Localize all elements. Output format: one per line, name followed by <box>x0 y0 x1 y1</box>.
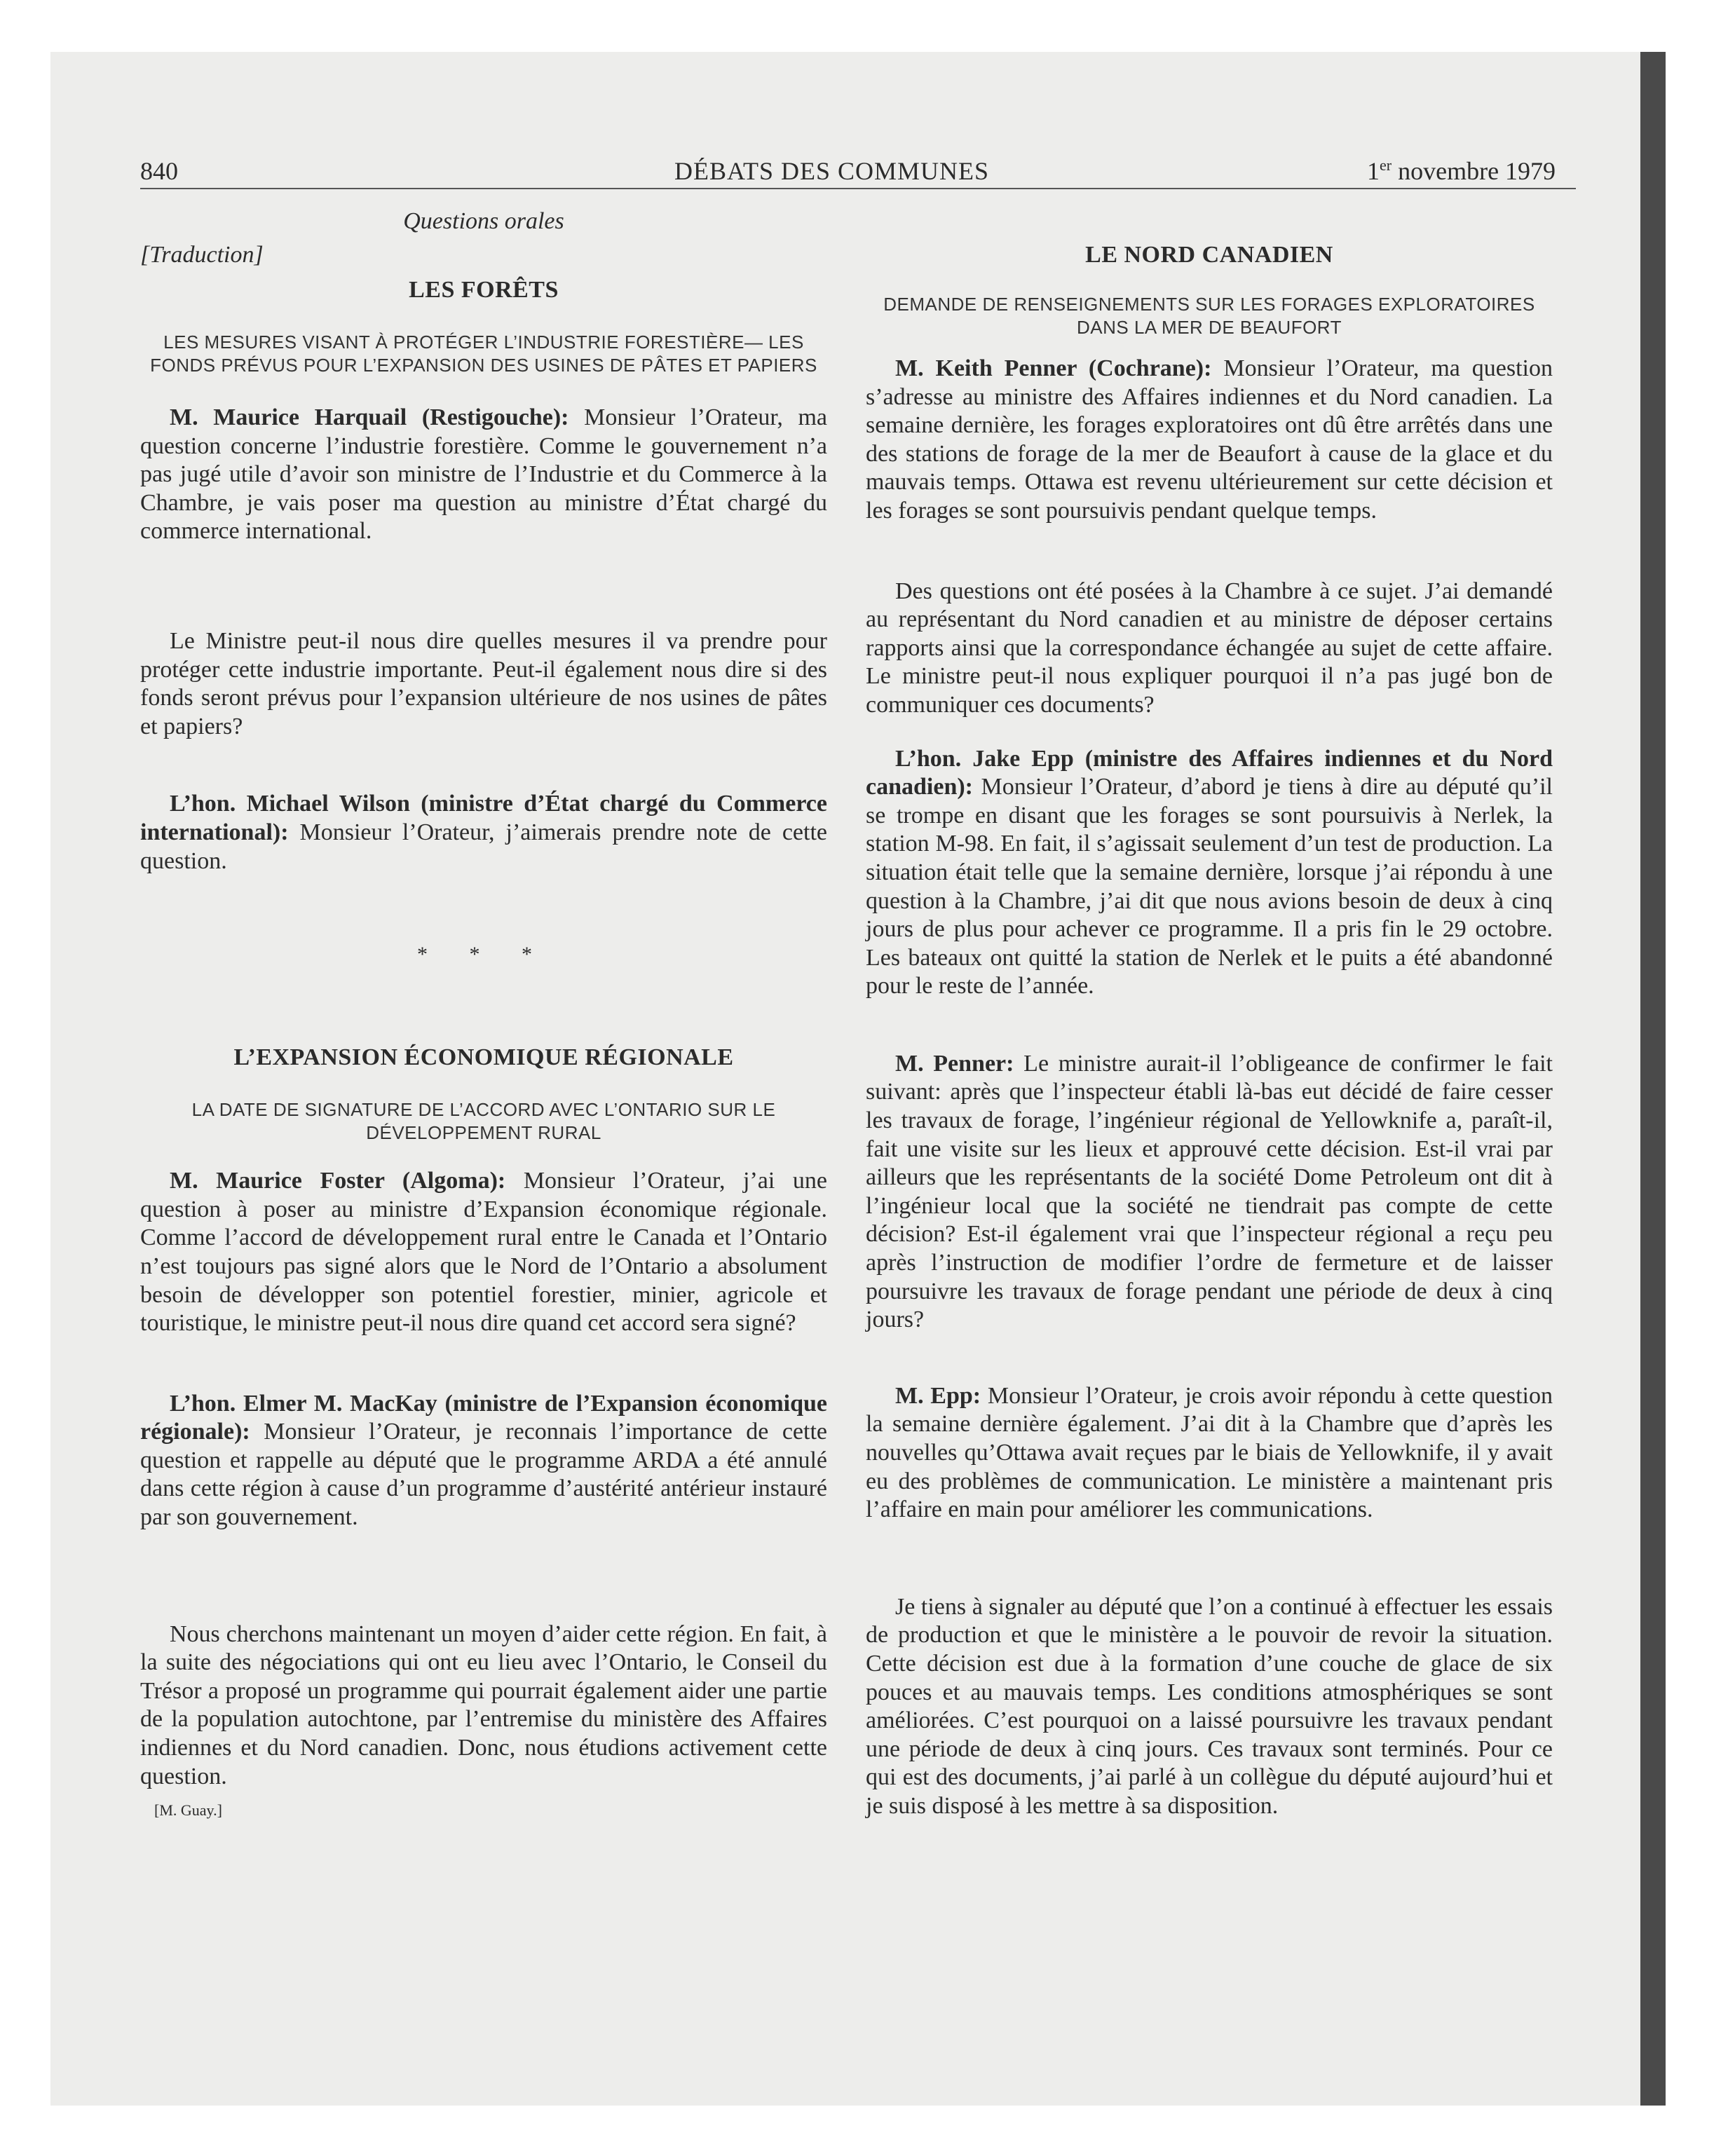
paragraph-harquail <box>140 404 827 546</box>
header-rule <box>140 188 1576 189</box>
section-separator: * * * <box>417 943 550 967</box>
page-header-title: DÉBATS DES COMMUNES <box>674 157 990 185</box>
speaker-name: M. Maurice Harquail (Restigouche): <box>170 404 569 430</box>
paragraph-foster <box>140 1167 827 1338</box>
paragraph-minister-question: Le Ministre peut-il nous dire quelles mesures il va prendre pour protéger cette industrie importante. Peut-il également nous dire si des fonds seront prévus pour l’expansion ultérieure de nos usines de pâtes et papiers? <box>140 627 827 739</box>
paragraph-penner-1 <box>866 355 1553 526</box>
date-ordinal: er <box>1380 156 1392 174</box>
left-column <box>140 203 827 1820</box>
section-subheading-nord: DEMANDE DE RENSEIGNEMENTS SUR LES FORAGES EXPLORATOIRES DANS LA MER DE BEAUFORT <box>883 294 1535 338</box>
section-subheading-forets: LES MESURES VISANT À PROTÉGER L’INDUSTRIE FORESTIÈRE— LES FONDS PRÉVUS POUR L’EXPANSION DES USINES DE PÂTES ET PAPIERS <box>150 332 817 376</box>
speech-text: Monsieur l’Orateur, j’aimerais prendre note de cette question. <box>140 819 827 874</box>
speaker-name: L’hon. Jake Epp (ministre des Affaires indiennes et du Nord canadien): <box>866 745 1553 800</box>
right-column <box>866 203 1553 1821</box>
date-month-year: novembre 1979 <box>1392 157 1556 185</box>
speaker-name: M. Maurice Foster (Algoma): <box>170 1168 506 1194</box>
speaker-name: L’hon. Michael Wilson (ministre d’État chargé du Commerce international): <box>140 791 827 845</box>
section-subheading-expansion: LA DATE DE SIGNATURE DE L’ACCORD AVEC L’ONTARIO SUR LE DÉVELOPPEMENT RURAL <box>191 1099 776 1144</box>
speech-text: Monsieur l’Orateur, d’abord je tiens à dire au député qu’il se trompe en disant que les forages se sont poursuivis à Nerlek, la station M-98. En fait, il s’agissait seulement d’un test de production. La situation était telle que la semaine dernière, lorsque j’ai répondu à une question à la Chambre, j’ai dit que nous avions besoin de deux à cinq jours de plus pour achever ce programme. Il a pris fin le 29 octobre. Les bateaux ont quitté la station de Nerlek et le puits a été abandonné pour le reste de l’année. <box>866 774 1553 999</box>
speech-text: Monsieur l’Orateur, je reconnais l’importance de cette question et rappelle au député que le programme ARDA a été annulé dans cette région à cause d’un programme d’austérité antérieur instauré par son gouvernement. <box>140 1419 827 1531</box>
paragraph-epp-2 <box>866 1382 1553 1524</box>
speech-text: Le ministre aurait-il l’obligeance de confirmer le fait suivant: après que l’inspecteur établi là-bas eut décidé de faire cesser les travaux de forage, l’ingénieur régional de Yellowknife a, paraît-il, fait une visite sur les lieux et approuvé cette décision. Est-il vrai par ailleurs que les représentants de la société Dome Petroleum ont dit à l’ingénieur local que la société ne tiendrait pas compte de cette décision? Est-il également vrai que l’inspecteur régional a reçu peu après l’instruction de modifier l’ordre de fermeture et de laisser poursuivre les travaux de forage pendant une période de deux à cinq jours? <box>866 1050 1553 1333</box>
speaker-name: M. Keith Penner (Cochrane): <box>895 355 1212 381</box>
speech-text: Monsieur l’Orateur, je crois avoir répondu à cette question la semaine dernière également. J’ai dit à la Chambre que d’après les nouvelles qu’Ottawa avait reçues par le biais de Yellowknife, il y avait eu des problèmes de communication. Le ministère a maintenant pris l’affaire en main pour améliorer les communications. <box>866 1382 1553 1523</box>
header-date <box>1367 154 1556 188</box>
speaker-name: L’hon. Elmer M. MacKay (ministre de l’Expansion économique régionale): <box>140 1390 827 1445</box>
section-title-nord: LE NORD CANADIEN <box>1085 242 1333 268</box>
running-head: Questions orales <box>403 208 564 234</box>
date-day: 1 <box>1367 157 1380 185</box>
page-number: 840 <box>140 157 178 185</box>
speaker-name: M. Epp: <box>895 1382 981 1409</box>
paragraph-epp-3: Je tiens à signaler au député que l’on a continué à effectuer les essais de production et que le ministère a le pouvoir de revoir la situation. Cette décision est due à la formation d’une couche de glace de six pouces et au mauvais temps. Les conditions atmosphériques se sont améliorées. C’est pourquoi on a laissé poursuivre les travaux pendant une période de deux à cinq jours. Ces travaux sont terminés. Pour ce qui est des documents, j’ai parlé à un collègue du député aujourd’hui et je suis disposé à les mettre à sa disposition. <box>866 1593 1553 1819</box>
speaker-name: M. Penner: <box>895 1050 1014 1077</box>
paragraph-penner-2 <box>866 1050 1553 1335</box>
speaker-footnote: [M. Guay.] <box>154 1801 222 1820</box>
section-title-expansion: L’EXPANSION ÉCONOMIQUE RÉGIONALE <box>233 1044 734 1071</box>
paragraph-mackay <box>140 1390 827 1532</box>
speech-text: Monsieur l’Orateur, ma question concerne l’industrie forestière. Comme le gouvernement n’a pas jugé utile d’avoir son ministre de l’Industrie et du Commerce à la Chambre, je vais poser ma question au ministre d’État chargé du commerce international. <box>140 404 827 545</box>
paragraph-region-help: Nous cherchons maintenant un moyen d’aider cette région. En fait, à la suite des négociations qui ont eu lieu avec l’Ontario, le Conseil du Trésor a proposé un programme qui pourrait également aider une partie de la population autochtone, par l’entremise du ministère des Affaires indiennes et du Nord canadien. Donc, nous étudions activement cette question. <box>140 1621 827 1789</box>
scan-edge-bar <box>1640 52 1666 2106</box>
speech-text: Monsieur l’Orateur, ma question s’adresse au ministre des Affaires indiennes et du Nord canadien. La semaine dernière, les forages exploratoires ont dû être arrêtés dans une des stations de forage de la mer de Beaufort à cause de la glace et du mauvais temps. Ottawa est revenu ultérieurement sur cette décision et les forages se sont poursuivis pendant quelque temps. <box>866 355 1553 524</box>
paragraph-epp-1 <box>866 745 1553 1001</box>
traduction-label: [Traduction] <box>140 242 264 268</box>
paragraph-questions-posed: Des questions ont été posées à la Chambre à ce sujet. J’ai demandé au représentant du Nord canadien et au ministre de déposer certains rapports ainsi que la correspondance échangée au sujet de cette affaire. Le ministre peut-il nous expliquer pourquoi il n’a pas jugé bon de communiquer ces documents? <box>866 578 1553 718</box>
paragraph-wilson <box>140 790 827 875</box>
speech-text: Monsieur l’Orateur, j’ai une question à poser au ministre d’Expansion économique régionale. Comme l’accord de développement rural entre le Canada et l’Ontario n’est toujours pas signé alors que le Nord de l’Ontario a absolument besoin de développer son potentiel forestier, minier, agricole et touristique, le ministre peut-il nous dire quand cet accord sera signé? <box>140 1168 827 1337</box>
section-title-forets: LES FORÊTS <box>409 277 559 303</box>
